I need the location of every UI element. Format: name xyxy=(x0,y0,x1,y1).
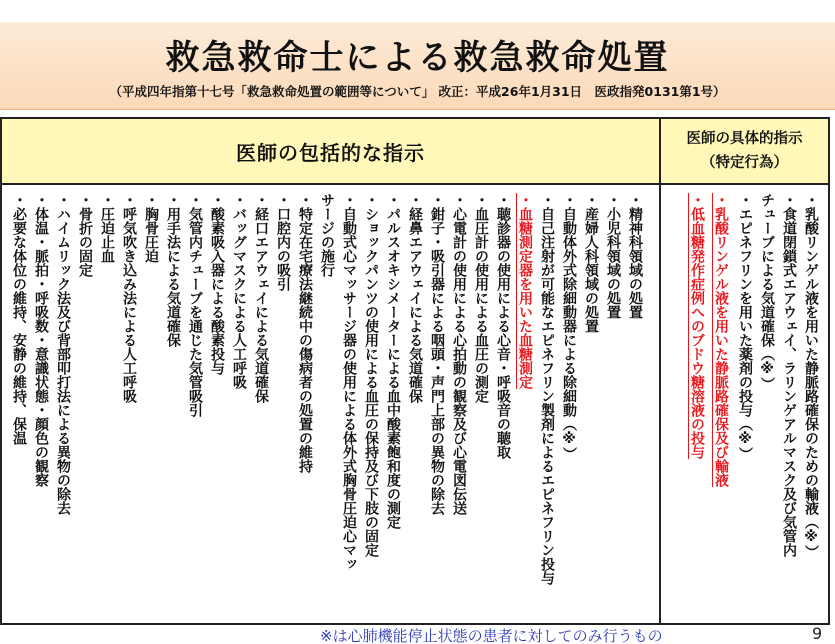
general-item: ・自動体外式除細動器による除細動（※） xyxy=(561,193,577,461)
general-instruction-header: 医師の包括的な指示 xyxy=(2,119,659,185)
general-item: ・骨折の固定 xyxy=(77,193,93,277)
general-item: ・経口エアウェイによる気道確保 xyxy=(253,193,269,403)
general-item: ・自己注射が可能なエピネフリン製剤によるエピネフリン投与 xyxy=(539,193,555,585)
specific-item: ・乳酸リンゲル液を用いた静脈路確保のための輸液（※） xyxy=(803,193,819,559)
specific-header-line1: 医師の具体的指示 xyxy=(686,131,803,147)
general-item: サージの施行 xyxy=(319,193,335,277)
page-subtitle: （平成四年指第十七号「救急救命処置の範囲等について」 改正：平成26年1月31日 医政指発0131第1号） xyxy=(109,84,726,99)
general-item: ・特定在宅療法継続中の傷病者の処置の維持 xyxy=(297,193,313,473)
general-item: ・ハイムリック法及び背部叩打法による異物の除去 xyxy=(55,193,71,515)
general-item: ・心電計の使用による心拍動の観察及び心電図伝送 xyxy=(451,193,467,515)
general-item: ・用手法による気道確保 xyxy=(165,193,181,347)
specific-item-highlight: ・乳酸リンゲル液を用いた静脈路確保及び輸液 xyxy=(713,193,729,487)
general-item: ・胸骨圧迫 xyxy=(143,193,159,263)
general-item-highlight: ・血糖測定器を用いた血糖測定 xyxy=(517,193,533,389)
general-item: ・体温・脈拍・呼吸数・意識状態・顔色の観察 xyxy=(33,193,49,487)
general-item: ・酸素吸入器による酸素投与 xyxy=(209,193,225,375)
general-item: ・必要な体位の維持、安静の維持、保温 xyxy=(11,193,27,445)
specific-item: チューブによる気道確保（※） xyxy=(759,193,775,391)
general-item: ・パルスオキシメーターによる血中酸素飽和度の測定 xyxy=(385,193,401,529)
page-title: 救急救命士による救急救命処置 xyxy=(165,38,670,78)
general-item: ・バッグマスクによる人工呼吸 xyxy=(231,193,247,389)
general-item: ・気管内チューブを通じた気管吸引 xyxy=(187,193,203,417)
column-divider xyxy=(659,183,661,625)
footnote: ※は心肺機能停止状態の患者に対してのみ行うもの xyxy=(320,628,663,644)
specific-item: ・エピネフリンを用いた薬剤の投与（※） xyxy=(737,193,753,461)
general-item: ・血圧計の使用による血圧の測定 xyxy=(473,193,489,403)
specific-instruction-header xyxy=(659,119,828,185)
page-number: 9 xyxy=(812,624,823,643)
general-item: ・小児科領域の処置 xyxy=(605,193,621,319)
general-item: ・経鼻エアウェイによる気道確保 xyxy=(407,193,423,403)
general-item: ・ショックパンツの使用による血圧の保持及び下肢の固定 xyxy=(363,193,379,557)
specific-item: ・食道閉鎖式エアウェイ、ラリンゲアルマスク及び気管内 xyxy=(781,193,797,557)
general-item: ・鉗子・吸引器による咽頭・声門上部の異物の除去 xyxy=(429,193,445,515)
procedure-table xyxy=(0,117,830,625)
general-item: ・産婦人科領域の処置 xyxy=(583,193,599,333)
general-item: ・口腔内の吸引 xyxy=(275,193,291,291)
general-item: ・圧迫止血 xyxy=(99,193,115,263)
specific-item-highlight: ・低血糖発作症例へのブドウ糖溶液の投与 xyxy=(689,193,705,459)
general-item: ・聴診器の使用による心音・呼吸音の聴取 xyxy=(495,193,511,459)
general-item: ・自動式心マッサージ器の使用による体外式胸骨圧迫心マッ xyxy=(341,193,357,571)
title-banner xyxy=(0,22,835,110)
specific-header-line2: （特定行為） xyxy=(701,155,788,171)
general-item: ・精神科領域の処置 xyxy=(627,193,643,319)
general-item: ・呼気吹き込み法による人工呼吸 xyxy=(121,193,137,403)
